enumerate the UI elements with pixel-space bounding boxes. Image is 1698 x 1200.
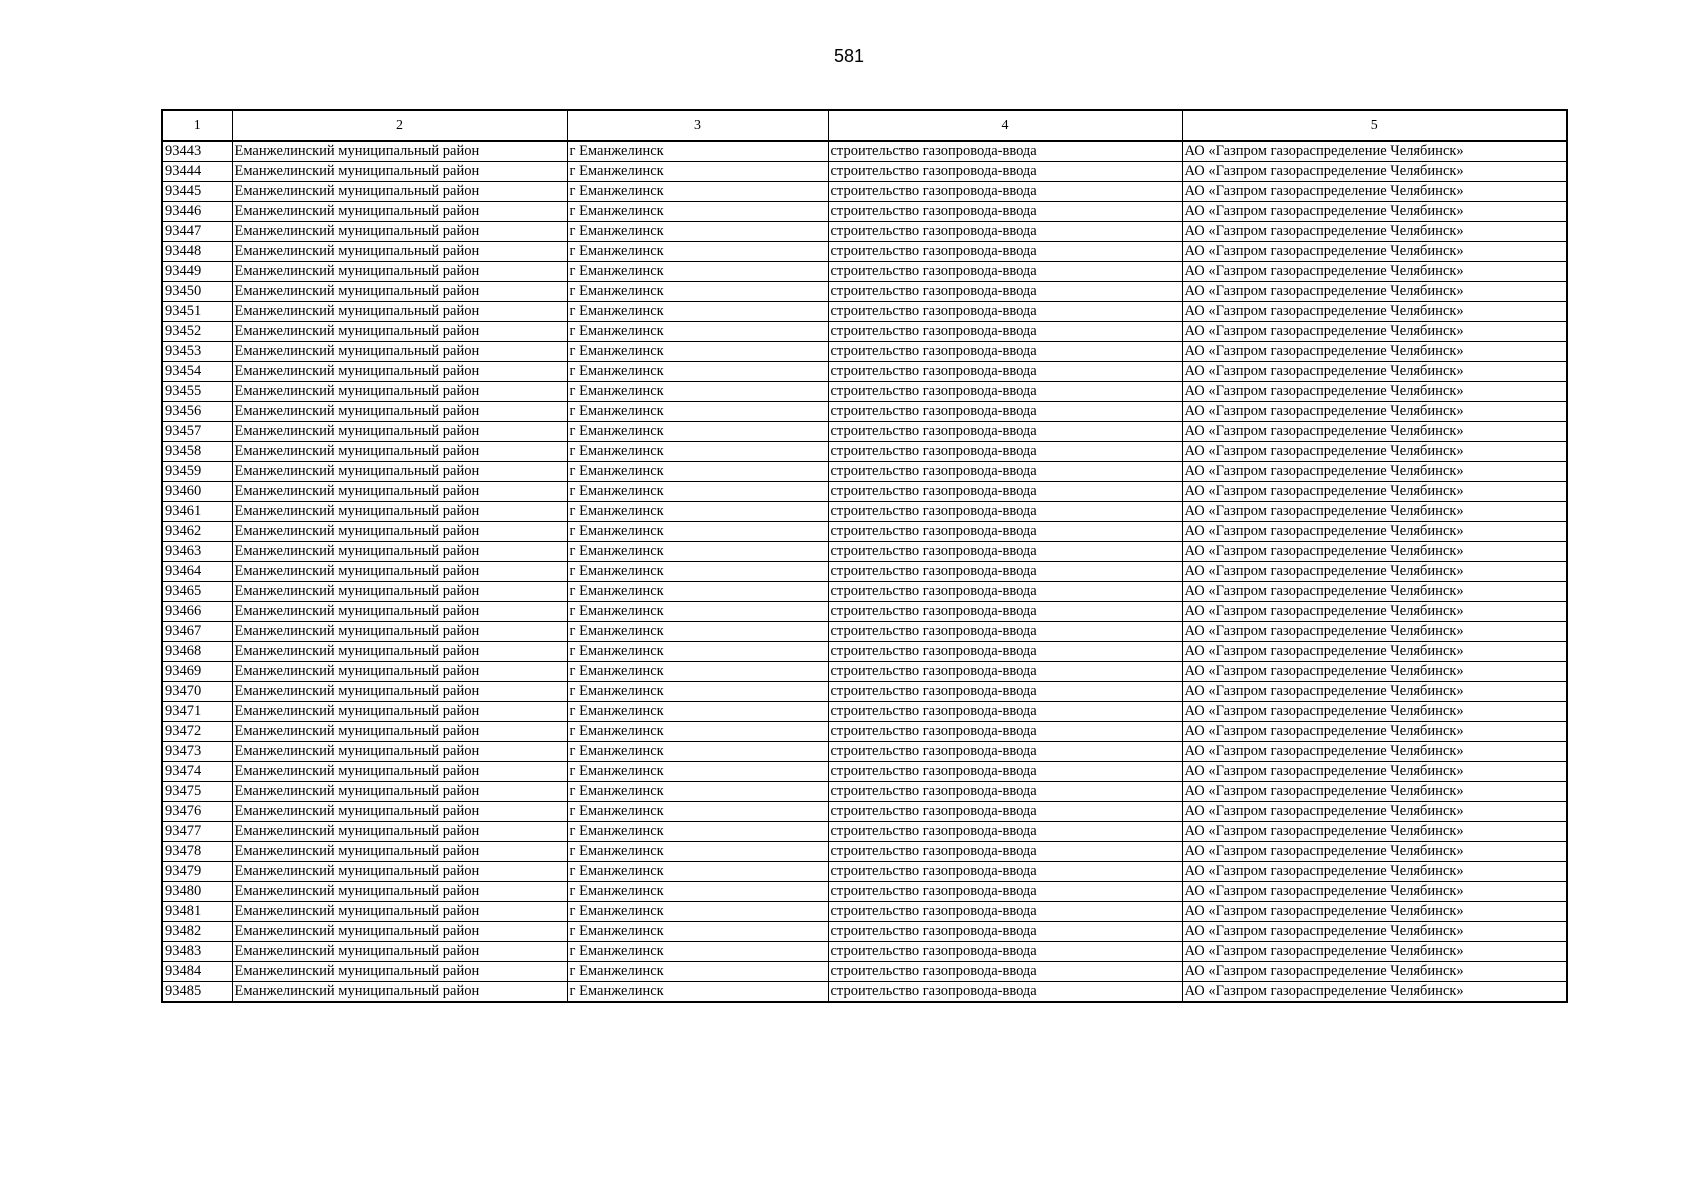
record-number-cell: 93447 bbox=[162, 222, 232, 242]
work-type-cell: строительство газопровода-ввода bbox=[828, 402, 1182, 422]
locality-cell: г Еманжелинск bbox=[567, 502, 828, 522]
record-number-cell: 93485 bbox=[162, 982, 232, 1003]
locality-cell: г Еманжелинск bbox=[567, 582, 828, 602]
record-number-cell: 93455 bbox=[162, 382, 232, 402]
table-row bbox=[162, 442, 1567, 462]
column-header-4: 4 bbox=[828, 110, 1182, 141]
locality-cell: г Еманжелинск bbox=[567, 942, 828, 962]
locality-cell: г Еманжелинск bbox=[567, 282, 828, 302]
table-row bbox=[162, 602, 1567, 622]
record-number-cell: 93443 bbox=[162, 141, 232, 162]
record-number-cell: 93472 bbox=[162, 722, 232, 742]
district-cell: Еманжелинский муниципальный район bbox=[232, 182, 567, 202]
district-cell: Еманжелинский муниципальный район bbox=[232, 842, 567, 862]
organization-cell: АО «Газпром газораспределение Челябинск» bbox=[1182, 782, 1567, 802]
organization-cell: АО «Газпром газораспределение Челябинск» bbox=[1182, 182, 1567, 202]
record-number-cell: 93446 bbox=[162, 202, 232, 222]
organization-cell: АО «Газпром газораспределение Челябинск» bbox=[1182, 482, 1567, 502]
work-type-cell: строительство газопровода-ввода bbox=[828, 742, 1182, 762]
locality-cell: г Еманжелинск bbox=[567, 522, 828, 542]
district-cell: Еманжелинский муниципальный район bbox=[232, 362, 567, 382]
table-row bbox=[162, 982, 1567, 1003]
organization-cell: АО «Газпром газораспределение Челябинск» bbox=[1182, 682, 1567, 702]
organization-cell: АО «Газпром газораспределение Челябинск» bbox=[1182, 862, 1567, 882]
organization-cell: АО «Газпром газораспределение Челябинск» bbox=[1182, 742, 1567, 762]
work-type-cell: строительство газопровода-ввода bbox=[828, 322, 1182, 342]
district-cell: Еманжелинский муниципальный район bbox=[232, 482, 567, 502]
district-cell: Еманжелинский муниципальный район bbox=[232, 822, 567, 842]
district-cell: Еманжелинский муниципальный район bbox=[232, 302, 567, 322]
record-number-cell: 93484 bbox=[162, 962, 232, 982]
work-type-cell: строительство газопровода-ввода bbox=[828, 642, 1182, 662]
organization-cell: АО «Газпром газораспределение Челябинск» bbox=[1182, 141, 1567, 162]
locality-cell: г Еманжелинск bbox=[567, 141, 828, 162]
district-cell: Еманжелинский муниципальный район bbox=[232, 202, 567, 222]
locality-cell: г Еманжелинск bbox=[567, 242, 828, 262]
work-type-cell: строительство газопровода-ввода bbox=[828, 482, 1182, 502]
district-cell: Еманжелинский муниципальный район bbox=[232, 942, 567, 962]
table-row bbox=[162, 362, 1567, 382]
record-number-cell: 93463 bbox=[162, 542, 232, 562]
organization-cell: АО «Газпром газораспределение Челябинск» bbox=[1182, 622, 1567, 642]
table-row bbox=[162, 962, 1567, 982]
work-type-cell: строительство газопровода-ввода bbox=[828, 442, 1182, 462]
district-cell: Еманжелинский муниципальный район bbox=[232, 562, 567, 582]
locality-cell: г Еманжелинск bbox=[567, 962, 828, 982]
organization-cell: АО «Газпром газораспределение Челябинск» bbox=[1182, 802, 1567, 822]
table-row bbox=[162, 662, 1567, 682]
table-row bbox=[162, 262, 1567, 282]
work-type-cell: строительство газопровода-ввода bbox=[828, 362, 1182, 382]
record-number-cell: 93478 bbox=[162, 842, 232, 862]
table-row bbox=[162, 462, 1567, 482]
work-type-cell: строительство газопровода-ввода bbox=[828, 942, 1182, 962]
locality-cell: г Еманжелинск bbox=[567, 862, 828, 882]
organization-cell: АО «Газпром газораспределение Челябинск» bbox=[1182, 222, 1567, 242]
work-type-cell: строительство газопровода-ввода bbox=[828, 502, 1182, 522]
district-cell: Еманжелинский муниципальный район bbox=[232, 242, 567, 262]
locality-cell: г Еманжелинск bbox=[567, 622, 828, 642]
locality-cell: г Еманжелинск bbox=[567, 762, 828, 782]
locality-cell: г Еманжелинск bbox=[567, 442, 828, 462]
page-number: 581 bbox=[833, 46, 865, 66]
table-row bbox=[162, 622, 1567, 642]
table-row bbox=[162, 582, 1567, 602]
record-number-cell: 93464 bbox=[162, 562, 232, 582]
locality-cell: г Еманжелинск bbox=[567, 362, 828, 382]
header-row bbox=[162, 110, 1567, 141]
work-type-cell: строительство газопровода-ввода bbox=[828, 902, 1182, 922]
work-type-cell: строительство газопровода-ввода bbox=[828, 382, 1182, 402]
work-type-cell: строительство газопровода-ввода bbox=[828, 862, 1182, 882]
district-cell: Еманжелинский муниципальный район bbox=[232, 762, 567, 782]
organization-cell: АО «Газпром газораспределение Челябинск» bbox=[1182, 702, 1567, 722]
locality-cell: г Еманжелинск bbox=[567, 602, 828, 622]
locality-cell: г Еманжелинск bbox=[567, 542, 828, 562]
record-number-cell: 93462 bbox=[162, 522, 232, 542]
table-row bbox=[162, 782, 1567, 802]
table-row bbox=[162, 282, 1567, 302]
work-type-cell: строительство газопровода-ввода bbox=[828, 262, 1182, 282]
work-type-cell: строительство газопровода-ввода bbox=[828, 562, 1182, 582]
record-number-cell: 93449 bbox=[162, 262, 232, 282]
record-number-cell: 93473 bbox=[162, 742, 232, 762]
record-number-cell: 93461 bbox=[162, 502, 232, 522]
locality-cell: г Еманжелинск bbox=[567, 982, 828, 1003]
table-row bbox=[162, 302, 1567, 322]
organization-cell: АО «Газпром газораспределение Челябинск» bbox=[1182, 462, 1567, 482]
organization-cell: АО «Газпром газораспределение Челябинск» bbox=[1182, 362, 1567, 382]
record-number-cell: 93457 bbox=[162, 422, 232, 442]
table-row bbox=[162, 502, 1567, 522]
locality-cell: г Еманжелинск bbox=[567, 462, 828, 482]
locality-cell: г Еманжелинск bbox=[567, 202, 828, 222]
district-cell: Еманжелинский муниципальный район bbox=[232, 902, 567, 922]
locality-cell: г Еманжелинск bbox=[567, 742, 828, 762]
organization-cell: АО «Газпром газораспределение Челябинск» bbox=[1182, 542, 1567, 562]
record-number-cell: 93459 bbox=[162, 462, 232, 482]
district-cell: Еманжелинский муниципальный район bbox=[232, 642, 567, 662]
organization-cell: АО «Газпром газораспределение Челябинск» bbox=[1182, 262, 1567, 282]
locality-cell: г Еманжелинск bbox=[567, 642, 828, 662]
district-cell: Еманжелинский муниципальный район bbox=[232, 462, 567, 482]
table-row bbox=[162, 702, 1567, 722]
data-table bbox=[161, 109, 1568, 1003]
locality-cell: г Еманжелинск bbox=[567, 822, 828, 842]
district-cell: Еманжелинский муниципальный район bbox=[232, 802, 567, 822]
table-row bbox=[162, 141, 1567, 162]
table-row bbox=[162, 762, 1567, 782]
work-type-cell: строительство газопровода-ввода bbox=[828, 242, 1182, 262]
organization-cell: АО «Газпром газораспределение Челябинск» bbox=[1182, 442, 1567, 462]
district-cell: Еманжелинский муниципальный район bbox=[232, 782, 567, 802]
record-number-cell: 93456 bbox=[162, 402, 232, 422]
district-cell: Еманжелинский муниципальный район bbox=[232, 262, 567, 282]
district-cell: Еманжелинский муниципальный район bbox=[232, 662, 567, 682]
record-number-cell: 93444 bbox=[162, 162, 232, 182]
district-cell: Еманжелинский муниципальный район bbox=[232, 382, 567, 402]
organization-cell: АО «Газпром газораспределение Челябинск» bbox=[1182, 562, 1567, 582]
table-row bbox=[162, 822, 1567, 842]
record-number-cell: 93465 bbox=[162, 582, 232, 602]
organization-cell: АО «Газпром газораспределение Челябинск» bbox=[1182, 342, 1567, 362]
record-number-cell: 93448 bbox=[162, 242, 232, 262]
district-cell: Еманжелинский муниципальный район bbox=[232, 862, 567, 882]
organization-cell: АО «Газпром газораспределение Челябинск» bbox=[1182, 402, 1567, 422]
locality-cell: г Еманжелинск bbox=[567, 182, 828, 202]
table-row bbox=[162, 422, 1567, 442]
locality-cell: г Еманжелинск bbox=[567, 882, 828, 902]
table-row bbox=[162, 402, 1567, 422]
organization-cell: АО «Газпром газораспределение Челябинск» bbox=[1182, 602, 1567, 622]
table-row bbox=[162, 222, 1567, 242]
locality-cell: г Еманжелинск bbox=[567, 482, 828, 502]
locality-cell: г Еманжелинск bbox=[567, 382, 828, 402]
locality-cell: г Еманжелинск bbox=[567, 162, 828, 182]
locality-cell: г Еманжелинск bbox=[567, 802, 828, 822]
district-cell: Еманжелинский муниципальный район bbox=[232, 342, 567, 362]
table-row bbox=[162, 522, 1567, 542]
locality-cell: г Еманжелинск bbox=[567, 222, 828, 242]
record-number-cell: 93476 bbox=[162, 802, 232, 822]
work-type-cell: строительство газопровода-ввода bbox=[828, 602, 1182, 622]
record-number-cell: 93466 bbox=[162, 602, 232, 622]
table-row bbox=[162, 882, 1567, 902]
table-row bbox=[162, 382, 1567, 402]
table-row bbox=[162, 642, 1567, 662]
table-row bbox=[162, 242, 1567, 262]
locality-cell: г Еманжелинск bbox=[567, 402, 828, 422]
district-cell: Еманжелинский муниципальный район bbox=[232, 162, 567, 182]
work-type-cell: строительство газопровода-ввода bbox=[828, 202, 1182, 222]
table-row bbox=[162, 682, 1567, 702]
work-type-cell: строительство газопровода-ввода bbox=[828, 662, 1182, 682]
table-row bbox=[162, 542, 1567, 562]
table-row bbox=[162, 342, 1567, 362]
work-type-cell: строительство газопровода-ввода bbox=[828, 422, 1182, 442]
district-cell: Еманжелинский муниципальный район bbox=[232, 222, 567, 242]
district-cell: Еманжелинский муниципальный район bbox=[232, 722, 567, 742]
table-row bbox=[162, 562, 1567, 582]
locality-cell: г Еманжелинск bbox=[567, 302, 828, 322]
table-row bbox=[162, 742, 1567, 762]
district-cell: Еманжелинский муниципальный район bbox=[232, 982, 567, 1003]
organization-cell: АО «Газпром газораспределение Челябинск» bbox=[1182, 382, 1567, 402]
locality-cell: г Еманжелинск bbox=[567, 262, 828, 282]
locality-cell: г Еманжелинск bbox=[567, 682, 828, 702]
table-row bbox=[162, 162, 1567, 182]
district-cell: Еманжелинский муниципальный район bbox=[232, 922, 567, 942]
district-cell: Еманжелинский муниципальный район bbox=[232, 442, 567, 462]
work-type-cell: строительство газопровода-ввода bbox=[828, 542, 1182, 562]
record-number-cell: 93450 bbox=[162, 282, 232, 302]
work-type-cell: строительство газопровода-ввода bbox=[828, 222, 1182, 242]
record-number-cell: 93470 bbox=[162, 682, 232, 702]
organization-cell: АО «Газпром газораспределение Челябинск» bbox=[1182, 162, 1567, 182]
locality-cell: г Еманжелинск bbox=[567, 422, 828, 442]
work-type-cell: строительство газопровода-ввода bbox=[828, 962, 1182, 982]
district-cell: Еманжелинский муниципальный район bbox=[232, 522, 567, 542]
column-header-1: 1 bbox=[162, 110, 232, 141]
record-number-cell: 93471 bbox=[162, 702, 232, 722]
column-header-2: 2 bbox=[232, 110, 567, 141]
organization-cell: АО «Газпром газораспределение Челябинск» bbox=[1182, 302, 1567, 322]
record-number-cell: 93475 bbox=[162, 782, 232, 802]
record-number-cell: 93468 bbox=[162, 642, 232, 662]
work-type-cell: строительство газопровода-ввода bbox=[828, 282, 1182, 302]
district-cell: Еманжелинский муниципальный район bbox=[232, 742, 567, 762]
organization-cell: АО «Газпром газораспределение Челябинск» bbox=[1182, 762, 1567, 782]
organization-cell: АО «Газпром газораспределение Челябинск» bbox=[1182, 822, 1567, 842]
record-number-cell: 93480 bbox=[162, 882, 232, 902]
organization-cell: АО «Газпром газораспределение Челябинск» bbox=[1182, 982, 1567, 1003]
district-cell: Еманжелинский муниципальный район bbox=[232, 502, 567, 522]
work-type-cell: строительство газопровода-ввода bbox=[828, 842, 1182, 862]
work-type-cell: строительство газопровода-ввода bbox=[828, 162, 1182, 182]
table-row bbox=[162, 202, 1567, 222]
organization-cell: АО «Газпром газораспределение Челябинск» bbox=[1182, 942, 1567, 962]
locality-cell: г Еманжелинск bbox=[567, 722, 828, 742]
record-number-cell: 93445 bbox=[162, 182, 232, 202]
organization-cell: АО «Газпром газораспределение Челябинск» bbox=[1182, 882, 1567, 902]
work-type-cell: строительство газопровода-ввода bbox=[828, 302, 1182, 322]
table-row bbox=[162, 842, 1567, 862]
locality-cell: г Еманжелинск bbox=[567, 562, 828, 582]
organization-cell: АО «Газпром газораспределение Челябинск» bbox=[1182, 282, 1567, 302]
district-cell: Еманжелинский муниципальный район bbox=[232, 282, 567, 302]
record-number-cell: 93483 bbox=[162, 942, 232, 962]
district-cell: Еманжелинский муниципальный район bbox=[232, 582, 567, 602]
locality-cell: г Еманжелинск bbox=[567, 782, 828, 802]
work-type-cell: строительство газопровода-ввода bbox=[828, 802, 1182, 822]
table-row bbox=[162, 802, 1567, 822]
district-cell: Еманжелинский муниципальный район bbox=[232, 682, 567, 702]
table-row bbox=[162, 922, 1567, 942]
record-number-cell: 93452 bbox=[162, 322, 232, 342]
table-header bbox=[162, 110, 1567, 141]
work-type-cell: строительство газопровода-ввода bbox=[828, 522, 1182, 542]
district-cell: Еманжелинский муниципальный район bbox=[232, 702, 567, 722]
work-type-cell: строительство газопровода-ввода bbox=[828, 182, 1182, 202]
work-type-cell: строительство газопровода-ввода bbox=[828, 882, 1182, 902]
locality-cell: г Еманжелинск bbox=[567, 322, 828, 342]
work-type-cell: строительство газопровода-ввода bbox=[828, 722, 1182, 742]
locality-cell: г Еманжелинск bbox=[567, 342, 828, 362]
district-cell: Еманжелинский муниципальный район bbox=[232, 402, 567, 422]
organization-cell: АО «Газпром газораспределение Челябинск» bbox=[1182, 242, 1567, 262]
table-body bbox=[162, 141, 1567, 1002]
work-type-cell: строительство газопровода-ввода bbox=[828, 782, 1182, 802]
district-cell: Еманжелинский муниципальный район bbox=[232, 322, 567, 342]
organization-cell: АО «Газпром газораспределение Челябинск» bbox=[1182, 422, 1567, 442]
work-type-cell: строительство газопровода-ввода bbox=[828, 702, 1182, 722]
organization-cell: АО «Газпром газораспределение Челябинск» bbox=[1182, 922, 1567, 942]
organization-cell: АО «Газпром газораспределение Челябинск» bbox=[1182, 642, 1567, 662]
organization-cell: АО «Газпром газораспределение Челябинск» bbox=[1182, 522, 1567, 542]
table-row bbox=[162, 722, 1567, 742]
district-cell: Еманжелинский муниципальный район bbox=[232, 622, 567, 642]
work-type-cell: строительство газопровода-ввода bbox=[828, 982, 1182, 1003]
work-type-cell: строительство газопровода-ввода bbox=[828, 462, 1182, 482]
work-type-cell: строительство газопровода-ввода bbox=[828, 922, 1182, 942]
work-type-cell: строительство газопровода-ввода bbox=[828, 762, 1182, 782]
locality-cell: г Еманжелинск bbox=[567, 702, 828, 722]
work-type-cell: строительство газопровода-ввода bbox=[828, 582, 1182, 602]
work-type-cell: строительство газопровода-ввода bbox=[828, 342, 1182, 362]
organization-cell: АО «Газпром газораспределение Челябинск» bbox=[1182, 962, 1567, 982]
locality-cell: г Еманжелинск bbox=[567, 842, 828, 862]
organization-cell: АО «Газпром газораспределение Челябинск» bbox=[1182, 842, 1567, 862]
record-number-cell: 93460 bbox=[162, 482, 232, 502]
record-number-cell: 93453 bbox=[162, 342, 232, 362]
district-cell: Еманжелинский муниципальный район bbox=[232, 141, 567, 162]
table-row bbox=[162, 862, 1567, 882]
work-type-cell: строительство газопровода-ввода bbox=[828, 822, 1182, 842]
organization-cell: АО «Газпром газораспределение Челябинск» bbox=[1182, 722, 1567, 742]
table-row bbox=[162, 182, 1567, 202]
column-header-3: 3 bbox=[567, 110, 828, 141]
district-cell: Еманжелинский муниципальный район bbox=[232, 422, 567, 442]
work-type-cell: строительство газопровода-ввода bbox=[828, 682, 1182, 702]
table-row bbox=[162, 902, 1567, 922]
record-number-cell: 93479 bbox=[162, 862, 232, 882]
record-number-cell: 93454 bbox=[162, 362, 232, 382]
table-row bbox=[162, 482, 1567, 502]
locality-cell: г Еманжелинск bbox=[567, 922, 828, 942]
organization-cell: АО «Газпром газораспределение Челябинск» bbox=[1182, 202, 1567, 222]
work-type-cell: строительство газопровода-ввода bbox=[828, 141, 1182, 162]
column-header-5: 5 bbox=[1182, 110, 1567, 141]
organization-cell: АО «Газпром газораспределение Челябинск» bbox=[1182, 502, 1567, 522]
table-row bbox=[162, 942, 1567, 962]
organization-cell: АО «Газпром газораспределение Челябинск» bbox=[1182, 902, 1567, 922]
record-number-cell: 93482 bbox=[162, 922, 232, 942]
district-cell: Еманжелинский муниципальный район bbox=[232, 962, 567, 982]
record-number-cell: 93477 bbox=[162, 822, 232, 842]
locality-cell: г Еманжелинск bbox=[567, 902, 828, 922]
table-row bbox=[162, 322, 1567, 342]
district-cell: Еманжелинский муниципальный район bbox=[232, 882, 567, 902]
record-number-cell: 93467 bbox=[162, 622, 232, 642]
record-number-cell: 93469 bbox=[162, 662, 232, 682]
district-cell: Еманжелинский муниципальный район bbox=[232, 602, 567, 622]
record-number-cell: 93481 bbox=[162, 902, 232, 922]
record-number-cell: 93474 bbox=[162, 762, 232, 782]
work-type-cell: строительство газопровода-ввода bbox=[828, 622, 1182, 642]
record-number-cell: 93451 bbox=[162, 302, 232, 322]
organization-cell: АО «Газпром газораспределение Челябинск» bbox=[1182, 662, 1567, 682]
record-number-cell: 93458 bbox=[162, 442, 232, 462]
organization-cell: АО «Газпром газораспределение Челябинск» bbox=[1182, 322, 1567, 342]
district-cell: Еманжелинский муниципальный район bbox=[232, 542, 567, 562]
organization-cell: АО «Газпром газораспределение Челябинск» bbox=[1182, 582, 1567, 602]
locality-cell: г Еманжелинск bbox=[567, 662, 828, 682]
